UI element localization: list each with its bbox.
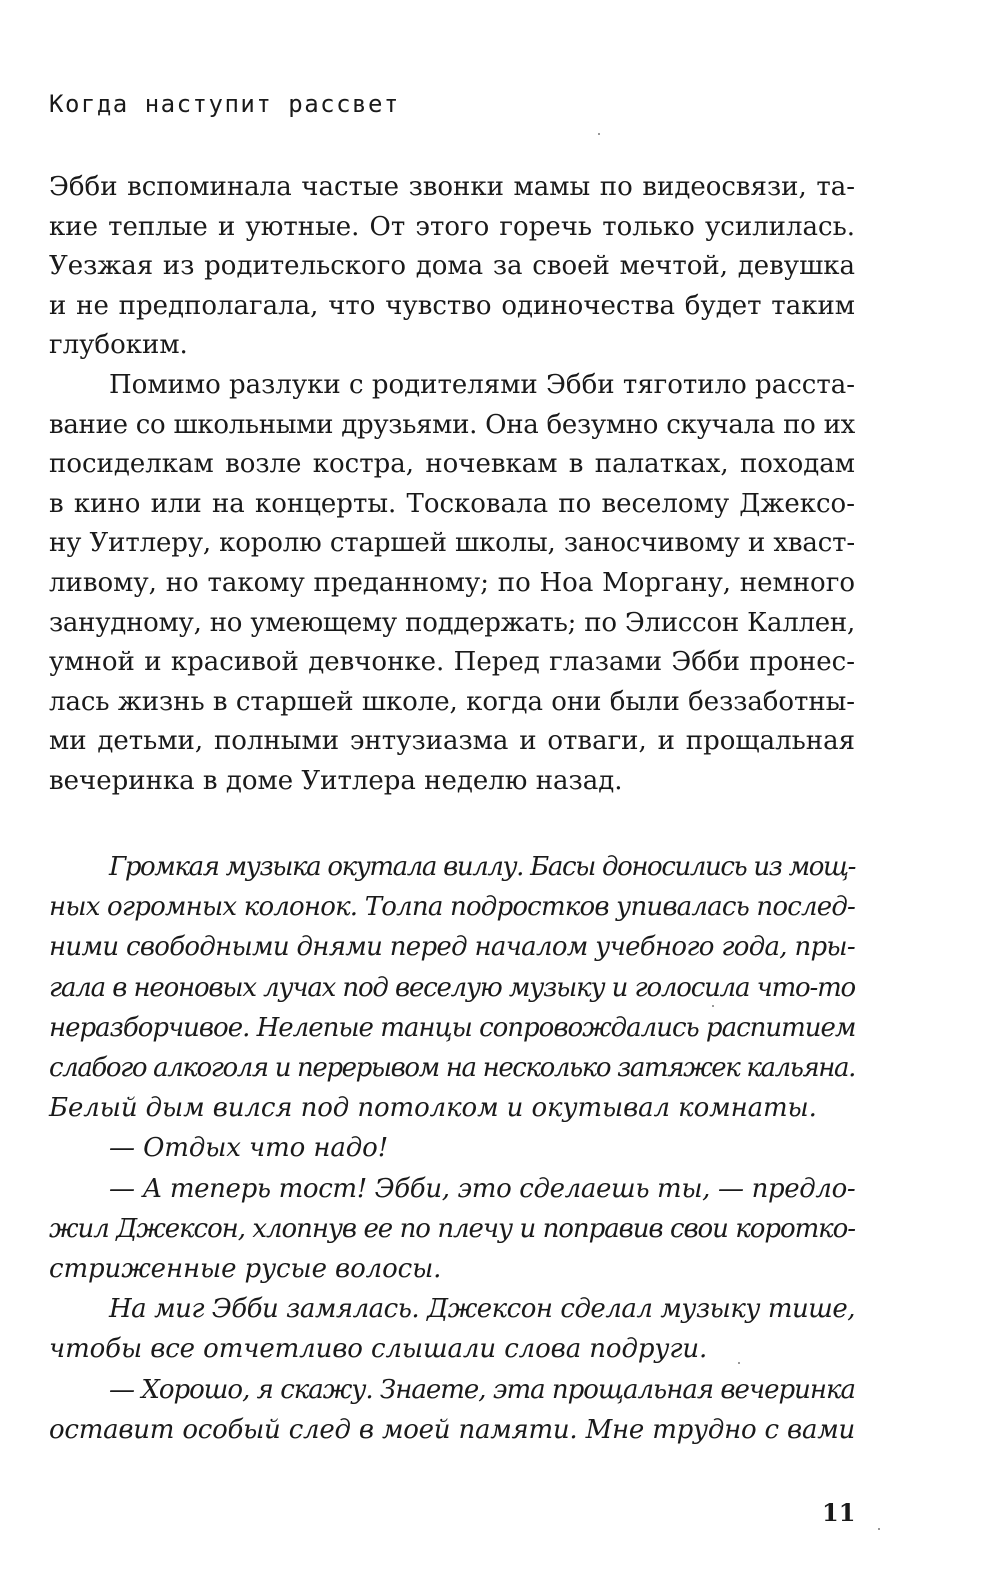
paragraph (49, 1169, 855, 1290)
text-line: чтобы все отчетливо слышали слова подруги. (49, 1334, 708, 1365)
print-speck (598, 133, 600, 135)
text-line: Громкая музыка окутала виллу. Басы доносились из мощ- (109, 852, 855, 882)
text-line: Уезжая из родительского дома за своей мечтой, девушка (49, 251, 855, 282)
text-line: кие теплые и уютные. От этого горечь только усилилась. (49, 211, 855, 242)
text-line: Белый дым вился под потолком и окутывал комнаты. (49, 1093, 817, 1124)
text-line: ну Уитлеру, королю старшей школы, заносчивому и хваст- (49, 528, 855, 559)
text-line: умной и красивой девчонке. Перед глазами Эбби пронес- (49, 647, 855, 678)
text-line: оставит особый след в моей памяти. Мне трудно с вами (49, 1414, 855, 1445)
text-line: глубоким. (49, 330, 188, 361)
text-line: слабого алкоголя и перерывом на несколько затяжек кальяна. (49, 1053, 855, 1084)
text-line: Помимо разлуки с родителями Эбби тяготило расста- (109, 369, 855, 400)
text-line: Эбби вспоминала частые звонки мамы по видеосвязи, та- (49, 172, 855, 202)
paragraph (49, 1370, 855, 1450)
text-line: неразборчивое. Нелепые танцы сопровождались распитием (49, 1012, 856, 1043)
page-number: 11 (822, 1498, 856, 1527)
running-head-title: Когда наступит рассвет (49, 90, 400, 118)
text-line: ливому, но такому преданному; по Ноа Моргану, немного (49, 567, 855, 598)
text-line: ними свободными днями перед началом учебного года, пры- (49, 932, 855, 963)
text-line: — Хорошо, я скажу. Знаете, эта прощальная вечеринка (109, 1374, 855, 1405)
text-line: вечеринка в доме Уитлера неделю назад. (49, 765, 623, 796)
text-line: занудному, но умеющему поддержать; по Элиссон Каллен, (49, 607, 855, 638)
paragraph (49, 1128, 855, 1168)
print-speck (712, 1005, 714, 1007)
paragraph (49, 366, 855, 802)
text-line: вание со школьными друзьями. Она безумно скучала по их (49, 409, 855, 440)
regular-text-block (49, 168, 855, 802)
text-line: в кино или на концерты. Тосковала по веселому Джексо- (49, 488, 855, 519)
text-line: лась жизнь в старшей школе, когда они были беззаботны- (49, 686, 855, 717)
print-speck (738, 1362, 740, 1364)
text-line: посиделкам возле костра, ночевкам в палатках, походам (49, 449, 855, 480)
paragraph (49, 1289, 855, 1369)
text-line: и не предполагала, что чувство одиночества будет таким (49, 290, 855, 321)
text-line: жил Джексон, хлопнув ее по плечу и поправив свои коротко- (49, 1213, 855, 1244)
text-line: ных огромных колонок. Толпа подростков упивалась послед- (49, 892, 855, 923)
text-line: На миг Эбби замялась. Джексон сделал музыку тише, (109, 1294, 855, 1325)
paragraph (49, 168, 855, 366)
text-line: гала в неоновых лучах под веселую музыку и голосила что-то (49, 972, 855, 1003)
text-line: — А теперь тост! Эбби, это сделаешь ты, — предло- (109, 1173, 856, 1204)
print-speck (878, 1528, 880, 1530)
italic-text-block (49, 847, 855, 1450)
text-line: стриженные русые волосы. (49, 1254, 442, 1285)
text-line: — Отдых что надо! (109, 1133, 389, 1164)
text-line: ми детьми, полными энтузиазма и отваги, и прощальная (49, 726, 855, 757)
paragraph (49, 847, 855, 1128)
